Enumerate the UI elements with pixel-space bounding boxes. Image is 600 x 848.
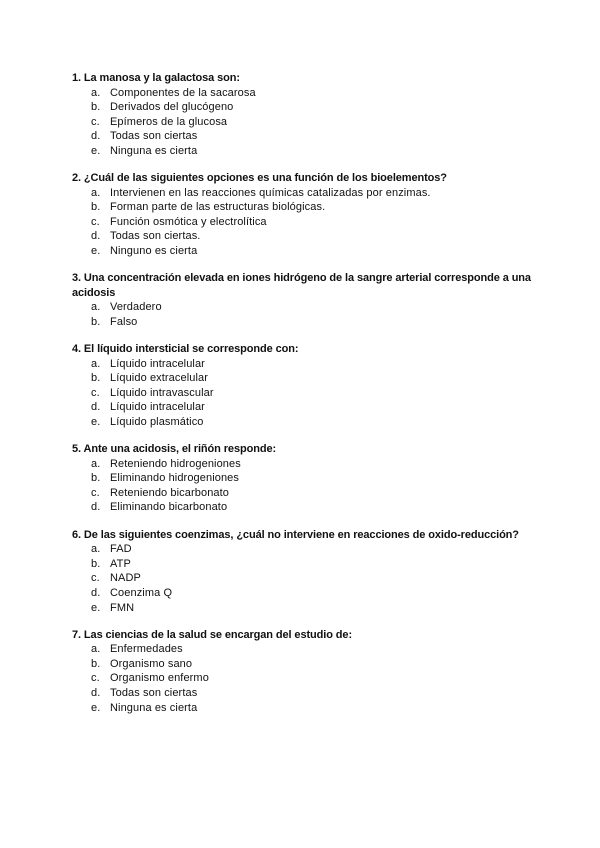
option-letter: c. xyxy=(91,215,100,228)
option-text: Líquido extracelular xyxy=(110,372,209,385)
answer-option xyxy=(72,671,532,686)
option-letter: e. xyxy=(91,245,101,258)
option-text: Reteniendo bicarbonato xyxy=(110,486,230,499)
question-title: 5. Ante una acidosis, el riñón responde: xyxy=(72,443,277,456)
option-letter: a. xyxy=(91,186,101,199)
option-text: Líquido intravascular xyxy=(110,386,214,399)
answer-option xyxy=(72,144,532,159)
option-letter: b. xyxy=(91,472,101,485)
answer-option xyxy=(72,244,532,259)
option-text: NADP xyxy=(110,572,141,585)
option-text: FAD xyxy=(110,543,132,556)
option-text: Intervienen en las reacciones químicas catalizadas por enzimas. xyxy=(110,186,431,199)
answer-option xyxy=(72,657,532,672)
option-text: ATP xyxy=(110,557,131,570)
option-text: Ninguno es cierta xyxy=(110,245,198,258)
option-text: Componentes de la sacarosa xyxy=(110,86,256,99)
option-letter: e. xyxy=(91,144,101,157)
answer-option xyxy=(72,500,532,515)
option-list xyxy=(72,300,532,329)
option-letter: b. xyxy=(91,201,101,214)
option-letter: a. xyxy=(91,643,101,656)
option-text: Epímeros de la glucosa xyxy=(110,115,228,128)
option-text: Eliminando hidrogeniones xyxy=(110,472,239,485)
answer-option xyxy=(72,701,532,716)
answer-option xyxy=(72,542,532,557)
question-2 xyxy=(72,171,532,259)
option-text: Verdadero xyxy=(110,301,162,314)
option-list xyxy=(72,86,532,159)
option-letter: a. xyxy=(91,357,101,370)
option-list xyxy=(72,457,532,515)
answer-option xyxy=(72,186,532,201)
option-letter: b. xyxy=(91,315,101,328)
option-text: Función osmótica y electrolítica xyxy=(110,215,267,228)
option-letter: c. xyxy=(91,572,100,585)
option-letter: d. xyxy=(91,501,101,514)
option-letter: c. xyxy=(91,115,100,128)
answer-option xyxy=(72,215,532,230)
answer-option xyxy=(72,386,532,401)
answer-option xyxy=(72,415,532,430)
option-text: Enfermedades xyxy=(110,643,183,656)
answer-option xyxy=(72,486,532,501)
answer-option xyxy=(72,557,532,572)
option-list xyxy=(72,642,532,715)
option-text: Coenzima Q xyxy=(110,586,173,599)
answer-option xyxy=(72,357,532,372)
question-1 xyxy=(72,71,532,159)
answer-option xyxy=(72,400,532,415)
option-letter: e. xyxy=(91,601,101,614)
option-text: Organismo enfermo xyxy=(110,672,209,685)
answer-option xyxy=(72,115,532,130)
answer-option xyxy=(72,586,532,601)
question-5 xyxy=(72,442,532,515)
option-letter: d. xyxy=(91,401,101,414)
question-title: 1. La manosa y la galactosa son: xyxy=(72,72,240,84)
option-letter: d. xyxy=(91,586,101,599)
answer-option xyxy=(72,300,532,315)
answer-option xyxy=(72,371,532,386)
answer-option xyxy=(72,601,532,616)
question-4 xyxy=(72,342,532,430)
answer-option xyxy=(72,571,532,586)
option-letter: e. xyxy=(91,701,101,714)
option-text: Derivados del glucógeno xyxy=(110,101,234,114)
option-text: FMN xyxy=(110,601,135,614)
question-title: 7. Las ciencias de la salud se encargan del estudio de: xyxy=(72,628,353,641)
question-title: 2. ¿Cuál de las siguientes opciones es una función de los bioelementos? xyxy=(72,172,447,185)
option-letter: b. xyxy=(91,372,101,385)
option-list xyxy=(72,542,532,615)
option-text: Todas son ciertas xyxy=(110,686,198,699)
option-text: Todas son ciertas xyxy=(110,130,198,143)
answer-option xyxy=(72,100,532,115)
option-letter: d. xyxy=(91,230,101,243)
option-text: Organismo sano xyxy=(110,657,193,670)
option-text: Reteniendo hidrogeniones xyxy=(110,457,241,470)
answer-option xyxy=(72,471,532,486)
option-text: Ninguna es cierta xyxy=(110,701,198,714)
option-text: Todas son ciertas. xyxy=(110,230,201,243)
option-text: Eliminando bicarbonato xyxy=(110,501,228,514)
question-title: 4. El líquido intersticial se corresponde con: xyxy=(72,343,299,355)
question-title: 6. De las siguientes coenzimas, ¿cuál no interviene en reacciones de oxido-reducción? xyxy=(72,528,519,541)
answer-option xyxy=(72,315,532,330)
question-6 xyxy=(72,528,532,616)
answer-option xyxy=(72,229,532,244)
answer-option xyxy=(72,86,532,101)
option-letter: b. xyxy=(91,657,101,670)
option-list xyxy=(72,357,532,430)
option-text: Líquido plasmático xyxy=(110,415,204,428)
option-text: Forman parte de las estructuras biológicas. xyxy=(110,201,326,214)
question-3 xyxy=(72,271,532,329)
answer-option xyxy=(72,686,532,701)
option-letter: a. xyxy=(91,301,101,314)
question-7 xyxy=(72,628,532,716)
answer-option xyxy=(72,457,532,472)
option-letter: a. xyxy=(91,543,101,556)
answer-option xyxy=(72,129,532,144)
option-letter: e. xyxy=(91,415,101,428)
option-text: Falso xyxy=(110,315,138,328)
option-list xyxy=(72,186,532,259)
option-letter: c. xyxy=(91,386,100,399)
option-letter: d. xyxy=(91,686,101,699)
option-letter: a. xyxy=(91,86,101,99)
option-letter: c. xyxy=(91,672,100,685)
option-text: Líquido intracelular xyxy=(110,401,205,414)
option-text: Líquido intracelular xyxy=(110,357,205,370)
answer-option xyxy=(72,642,532,657)
question-list xyxy=(72,71,532,728)
option-letter: d. xyxy=(91,130,101,143)
option-letter: b. xyxy=(91,557,101,570)
answer-option xyxy=(72,200,532,215)
option-letter: c. xyxy=(91,486,100,499)
question-title: 3. Una concentración elevada en iones hidrógeno de la sangre arterial corresponde a una acidosis xyxy=(72,272,531,299)
option-letter: b. xyxy=(91,101,101,114)
option-letter: a. xyxy=(91,457,101,470)
option-text: Ninguna es cierta xyxy=(110,144,198,157)
